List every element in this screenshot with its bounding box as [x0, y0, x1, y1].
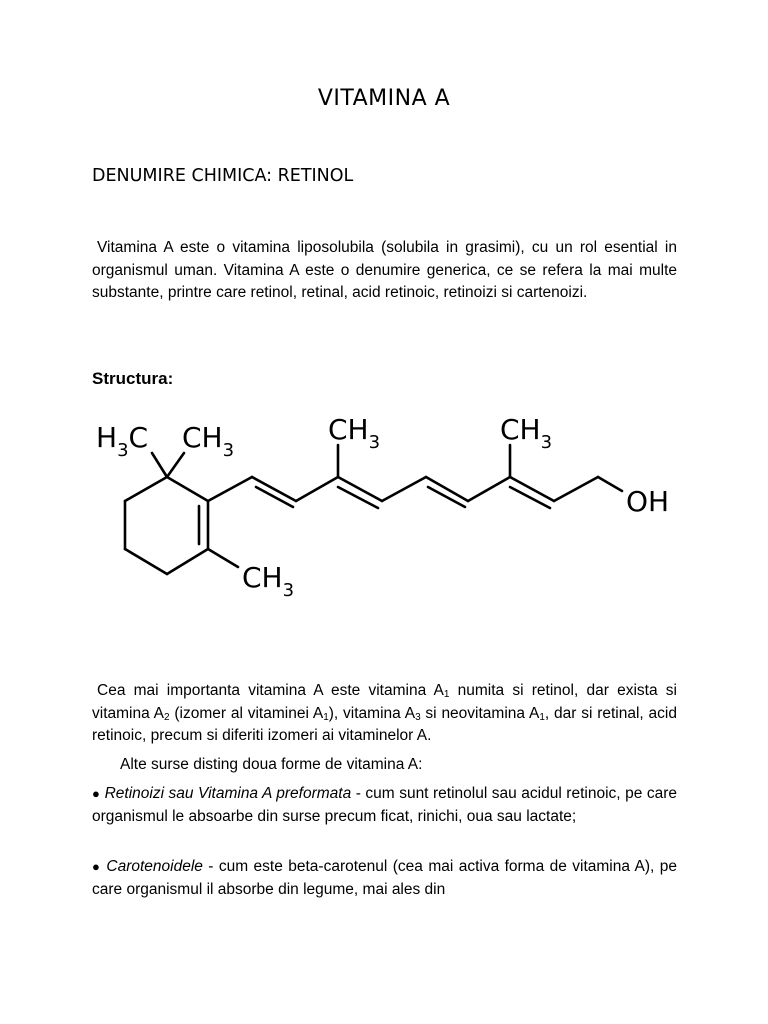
page-title: VITAMINA A: [317, 86, 451, 111]
list-item-retinoids: ● Retinoizi sau Vitamina A preformata - cum sunt retinolul sau acidul retinoic, pe care organismul le absoarbe din surse precum ficat, rinichi, oua sau lactate;: [92, 785, 677, 825]
list-item-carotenoids: ● Carotenoidele - cum este beta-carotenul (cea mai activa forma de vitamina A), pe care organismul il absorbe din legume, mai ales din: [92, 858, 677, 898]
ch3-label-gem: $CH_3$: [182, 421, 235, 461]
ch3-label-chain-1: $CH_3$: [328, 413, 381, 453]
paragraph-other-sources: Alte surse disting doua forme de vitamina A:: [120, 756, 423, 773]
ch3-label-ring: $CH_3$: [242, 561, 295, 601]
intro-paragraph: Vitamina A este o vitamina liposolubila (solubila in grasimi), cu un rol esential in organismul uman. Vitamina A este o denumire generica, ce se refera la mai multe substante, printre care retinol, retinal, acid retinoic, retinoizi si cartenoizi.: [92, 239, 677, 301]
structure-heading: Structura:: [92, 369, 174, 388]
h3c-label: $H_3C$: [96, 421, 149, 461]
chemical-name-heading: DENUMIRE CHIMICA: RETINOL: [92, 166, 354, 186]
bullet-icon: ●: [92, 859, 101, 874]
oh-label: OH: [626, 485, 670, 518]
bullet-icon: ●: [92, 786, 101, 801]
ch3-label-chain-2: $CH_3$: [500, 413, 553, 453]
paragraph-vitamin-forms: Cea mai importanta vitamina A este vitamina $A_1$ numita si retinol, dar exista si vitamina $A_2$ (izomer al vitaminei $A_1$), vitamina $A_3$ si neovitamina $A_1$, dar si retinal, acid retinoic, precum si diferiti izomeri ai vitaminelor A.: [92, 682, 677, 744]
retinol-structure-diagram: [92, 405, 692, 610]
